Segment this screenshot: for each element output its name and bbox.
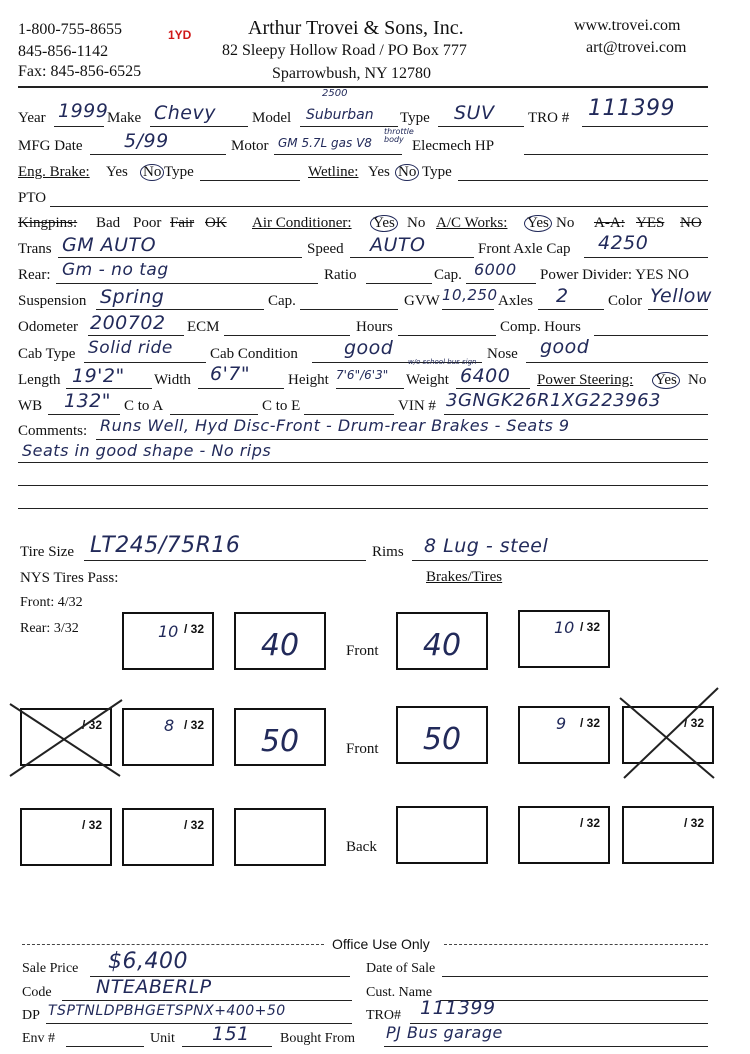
date-of-sale-line: [442, 976, 708, 977]
tire-slash32: / 32: [183, 818, 204, 832]
comments-value1: Runs Well, Hyd Disc-Front - Drum-rear Brakes - Seats 9: [100, 416, 570, 435]
weight-value: 6400: [460, 365, 511, 387]
length-value: 19'2": [72, 365, 125, 387]
brakes-tires-label: Brakes/Tires: [426, 569, 503, 585]
tire-front-left-outer-value: 10: [158, 622, 179, 641]
tire-drive-left-inner-value: 8: [164, 716, 175, 735]
sale-price-label: Sale Price: [22, 961, 79, 976]
tro-label: TRO #: [528, 110, 570, 126]
rear-line: [56, 283, 318, 284]
axles-line: [538, 309, 604, 310]
motor-line: [274, 154, 402, 155]
wetline-yes: Yes: [368, 164, 390, 180]
power-steering-label: Power Steering:: [537, 372, 634, 388]
tire-box-drive-right-outer[interactable]: [622, 706, 714, 764]
front-axle-line: [584, 257, 708, 258]
eng-brake-no: No: [140, 164, 164, 181]
height-note: w/o school bus sign: [408, 358, 477, 366]
ac-works-label: A/C Works:: [436, 215, 508, 231]
comments-line2: [18, 462, 708, 463]
color-value: Yellow: [650, 285, 712, 307]
aa-label: A-A:: [594, 215, 625, 231]
c-to-a-label: C to A: [124, 398, 164, 414]
tire-box-rear-left-outer[interactable]: [20, 808, 112, 866]
fax: Fax: 845-856-6525: [18, 63, 142, 80]
length-line: [66, 388, 152, 389]
address-line2: Sparrowbush, NY 12780: [272, 65, 431, 82]
odometer-line: [88, 335, 184, 336]
length-label: Length: [18, 372, 61, 388]
phone2: 845-856-1142: [18, 43, 109, 60]
front-axle-value: 4250: [598, 232, 649, 254]
width-line: [198, 388, 284, 389]
tire-box-rear-left-depth[interactable]: [234, 808, 326, 866]
header-divider: [18, 86, 708, 88]
tro-line: [582, 126, 708, 127]
kingpins-ok: OK: [205, 215, 227, 231]
color-label: Color: [608, 293, 643, 309]
unit-line: [182, 1046, 272, 1047]
tire-box-front-left-depth[interactable]: [234, 612, 326, 670]
tire-box-drive-right-inner[interactable]: [518, 706, 610, 764]
speed-value: AUTO: [370, 234, 426, 256]
elecmech-line: [524, 154, 708, 155]
mfg-date-value: 5/99: [124, 130, 169, 152]
kingpins-bad: Bad: [96, 215, 121, 231]
model-top-value: 2500: [322, 88, 348, 99]
gvw-value: 10,250: [442, 286, 498, 304]
tire-front-left-depth-value: 40: [260, 628, 300, 663]
comp-hours-line: [594, 335, 708, 336]
wb-value: 132": [64, 390, 112, 412]
type-value: SUV: [454, 102, 495, 124]
motor-value: GM 5.7L gas V8: [278, 136, 372, 150]
unit-value: 151: [212, 1023, 250, 1045]
tire-size-label: Tire Size: [20, 544, 75, 560]
vin-line: [444, 414, 708, 415]
comments-value2: Seats in good shape - No rips: [22, 441, 272, 460]
rims-label: Rims: [372, 544, 404, 560]
width-label: Width: [154, 372, 191, 388]
unit-label: Unit: [150, 1031, 175, 1046]
nose-line: [526, 362, 708, 363]
tire-slash32: / 32: [579, 716, 600, 730]
mfg-date-line: [90, 154, 226, 155]
power-divider-label: Power Divider: YES NO: [540, 267, 690, 283]
pto-line: [50, 206, 708, 207]
suspension-cap-label: Cap.: [268, 293, 296, 309]
gvw-label: GVW: [404, 293, 440, 309]
height-label: Height: [288, 372, 329, 388]
bought-from-line: [384, 1046, 708, 1047]
tire-box-drive-left-depth[interactable]: [234, 708, 326, 766]
rear-value: Gm - no tag: [62, 260, 169, 280]
tire-slash32: / 32: [683, 816, 704, 830]
office-divider-right: [444, 944, 708, 945]
cust-name-label: Cust. Name: [366, 985, 433, 1000]
odometer-value: 200702: [90, 312, 166, 334]
air-conditioner-yes: Yes: [370, 215, 398, 232]
eng-brake-yes: Yes: [106, 164, 128, 180]
wb-line: [48, 414, 120, 415]
speed-line: [350, 257, 474, 258]
phone: 1-800-755-8655: [18, 21, 122, 38]
tire-slash32: / 32: [579, 620, 600, 634]
nose-value: good: [540, 336, 590, 358]
year-value: 1999: [58, 100, 109, 122]
model-label: Model: [252, 110, 292, 126]
tire-box-drive-right-depth[interactable]: [396, 706, 488, 764]
suspension-label: Suspension: [18, 293, 87, 309]
comments-line3: [18, 485, 708, 486]
tire-box-drive-left-inner[interactable]: [122, 708, 214, 766]
type-label: Type: [400, 110, 430, 126]
tire-box-rear-right-outer[interactable]: [622, 806, 714, 864]
tire-slash32: / 32: [183, 718, 204, 732]
bought-from-label: Bought From: [280, 1031, 356, 1046]
cab-condition-label: Cab Condition: [210, 346, 298, 362]
front-axle-label: Front Axle Cap: [478, 241, 571, 257]
rims-line: [412, 560, 708, 561]
wetline-no: No: [395, 164, 419, 181]
ratio-line: [366, 283, 432, 284]
trans-line: [58, 257, 302, 258]
height-value: 7'6"/6'3": [336, 368, 389, 382]
cab-type-value: Solid ride: [88, 338, 173, 358]
tire-box-rear-right-inner[interactable]: [518, 806, 610, 864]
tire-slash32: / 32: [683, 716, 704, 730]
code-value: NTEABERLP: [96, 976, 212, 998]
rear-cap-label: Cap.: [434, 267, 462, 283]
bought-from-value: PJ Bus garage: [386, 1023, 503, 1042]
front-label-row1: Front: [346, 643, 379, 659]
vin-label: VIN #: [398, 398, 436, 414]
rims-value: 8 Lug - steel: [424, 535, 549, 557]
kingpins-fair: Fair: [170, 215, 195, 231]
rear-label: Rear:: [18, 267, 51, 283]
weight-label: Weight: [406, 372, 449, 388]
tire-box-front-right-depth[interactable]: [396, 612, 488, 670]
nose-label: Nose: [487, 346, 518, 362]
tire-front-right-depth-value: 40: [422, 628, 462, 663]
hours-line: [398, 335, 496, 336]
eng-brake-type-line: [200, 180, 300, 181]
rear-pass-label: Rear: 3/32: [20, 621, 79, 636]
suspension-value: Spring: [100, 286, 165, 308]
kingpins-poor: Poor: [133, 215, 162, 231]
motor-note: throttle body: [384, 127, 414, 144]
power-steering-no: No: [688, 372, 707, 388]
speed-label: Speed: [307, 241, 344, 257]
pto-label: PTO: [18, 190, 47, 206]
comments-line1: [96, 439, 708, 440]
eng-brake-type-label: Type: [164, 164, 194, 180]
sale-price-value: $6,400: [108, 949, 188, 974]
office-use-label: Office Use Only: [332, 936, 430, 952]
tro2-value: 111399: [420, 997, 496, 1019]
dp-label: DP: [22, 1008, 40, 1023]
make-line: [150, 126, 248, 127]
tire-size-line: [84, 560, 366, 561]
env-line: [66, 1046, 144, 1047]
air-conditioner-label: Air Conditioner:: [252, 215, 352, 231]
dp-value: TSPTNLDPBHGETSPNX+400+50: [48, 1003, 286, 1019]
year-line: [54, 126, 104, 127]
ac-works-no: No: [556, 215, 575, 231]
suspension-cap-line: [300, 309, 398, 310]
make-value: Chevy: [154, 102, 216, 124]
comments-line4: [18, 508, 708, 509]
cab-condition-value: good: [344, 337, 394, 359]
mfg-date-label: MFG Date: [18, 138, 83, 154]
env-label: Env #: [22, 1031, 56, 1046]
aa-yes: YES: [636, 215, 665, 231]
motor-label: Motor: [231, 138, 269, 154]
ac-works-yes: Yes: [524, 215, 552, 232]
air-conditioner-no: No: [407, 215, 426, 231]
nys-tires-label: NYS Tires Pass:: [20, 570, 119, 586]
code-line: [62, 1000, 352, 1001]
tire-drive-left-depth-value: 50: [260, 724, 300, 759]
model-value: Suburban: [306, 107, 374, 123]
wetline-type-label: Type: [422, 164, 452, 180]
ecm-line: [224, 335, 350, 336]
trans-value: GM AUTO: [62, 234, 157, 256]
vin-value: 3GNGK26R1XG223963: [446, 390, 661, 411]
front-pass-label: Front: 4/32: [20, 595, 83, 610]
tro2-label: TRO#: [366, 1008, 401, 1023]
tro-value: 111399: [588, 96, 675, 121]
c-to-e-line: [304, 414, 394, 415]
tire-slash32: / 32: [81, 718, 102, 732]
front-label-row2: Front: [346, 741, 379, 757]
suspension-line: [96, 309, 264, 310]
cab-type-line: [84, 362, 206, 363]
code-label: Code: [22, 985, 52, 1000]
aa-no: NO: [680, 215, 702, 231]
tire-box-front-left-outer[interactable]: [122, 612, 214, 670]
crossed-out-icon: [10, 704, 102, 762]
tire-drive-right-inner-value: 9: [556, 714, 567, 733]
tire-drive-right-depth-value: 50: [422, 722, 462, 757]
comp-hours-label: Comp. Hours: [500, 319, 581, 335]
odometer-label: Odometer: [18, 319, 78, 335]
trans-label: Trans: [18, 241, 52, 257]
axles-value: 2: [556, 285, 569, 307]
dp-line: [46, 1023, 352, 1024]
axles-label: Axles: [498, 293, 533, 309]
ratio-label: Ratio: [324, 267, 357, 283]
cab-type-label: Cab Type: [18, 346, 76, 362]
color-line: [648, 309, 708, 310]
rear-cap-line: [466, 283, 536, 284]
wb-label: WB: [18, 398, 43, 414]
back-label: Back: [346, 839, 377, 855]
kingpins-label: Kingpins:: [18, 215, 78, 231]
address-line1: 82 Sleepy Hollow Road / PO Box 777: [222, 42, 467, 59]
tire-slash32: / 32: [81, 818, 102, 832]
crossed-out-icon: [620, 694, 712, 752]
date-of-sale-label: Date of Sale: [366, 961, 436, 976]
gvw-line: [442, 309, 494, 310]
website: www.trovei.com: [574, 17, 681, 34]
email: art@trovei.com: [586, 39, 687, 56]
width-value: 6'7": [210, 363, 251, 385]
wetline-type-line: [458, 180, 708, 181]
c-to-e-label: C to E: [262, 398, 301, 414]
height-line: [336, 388, 404, 389]
wetline-label: Wetline:: [308, 164, 359, 180]
comments-label: Comments:: [18, 423, 88, 439]
hours-label: Hours: [356, 319, 393, 335]
c-to-a-line: [170, 414, 258, 415]
eng-brake-label: Eng. Brake:: [18, 164, 90, 180]
tire-box-rear-left-inner[interactable]: [122, 808, 214, 866]
tire-front-right-outer-value: 10: [554, 618, 575, 637]
office-divider-left: [22, 944, 324, 945]
company-name: Arthur Trovei & Sons, Inc.: [248, 17, 464, 39]
tire-slash32: / 32: [183, 622, 204, 636]
rear-cap-value: 6000: [474, 260, 517, 279]
year-label: Year: [18, 110, 46, 126]
ecm-label: ECM: [187, 319, 220, 335]
tire-box-drive-left-outer[interactable]: [20, 708, 112, 766]
make-label: Make: [107, 110, 142, 126]
tire-size-value: LT245/75R16: [90, 533, 241, 558]
tire-box-rear-right-depth[interactable]: [396, 806, 488, 864]
power-steering-yes: Yes: [652, 372, 680, 389]
elecmech-label: Elecmech HP: [412, 138, 495, 154]
stamp-tag: 1YD: [168, 28, 192, 42]
tire-slash32: / 32: [579, 816, 600, 830]
weight-line: [456, 388, 530, 389]
tire-box-front-right-outer[interactable]: [518, 610, 610, 668]
type-line: [438, 126, 524, 127]
